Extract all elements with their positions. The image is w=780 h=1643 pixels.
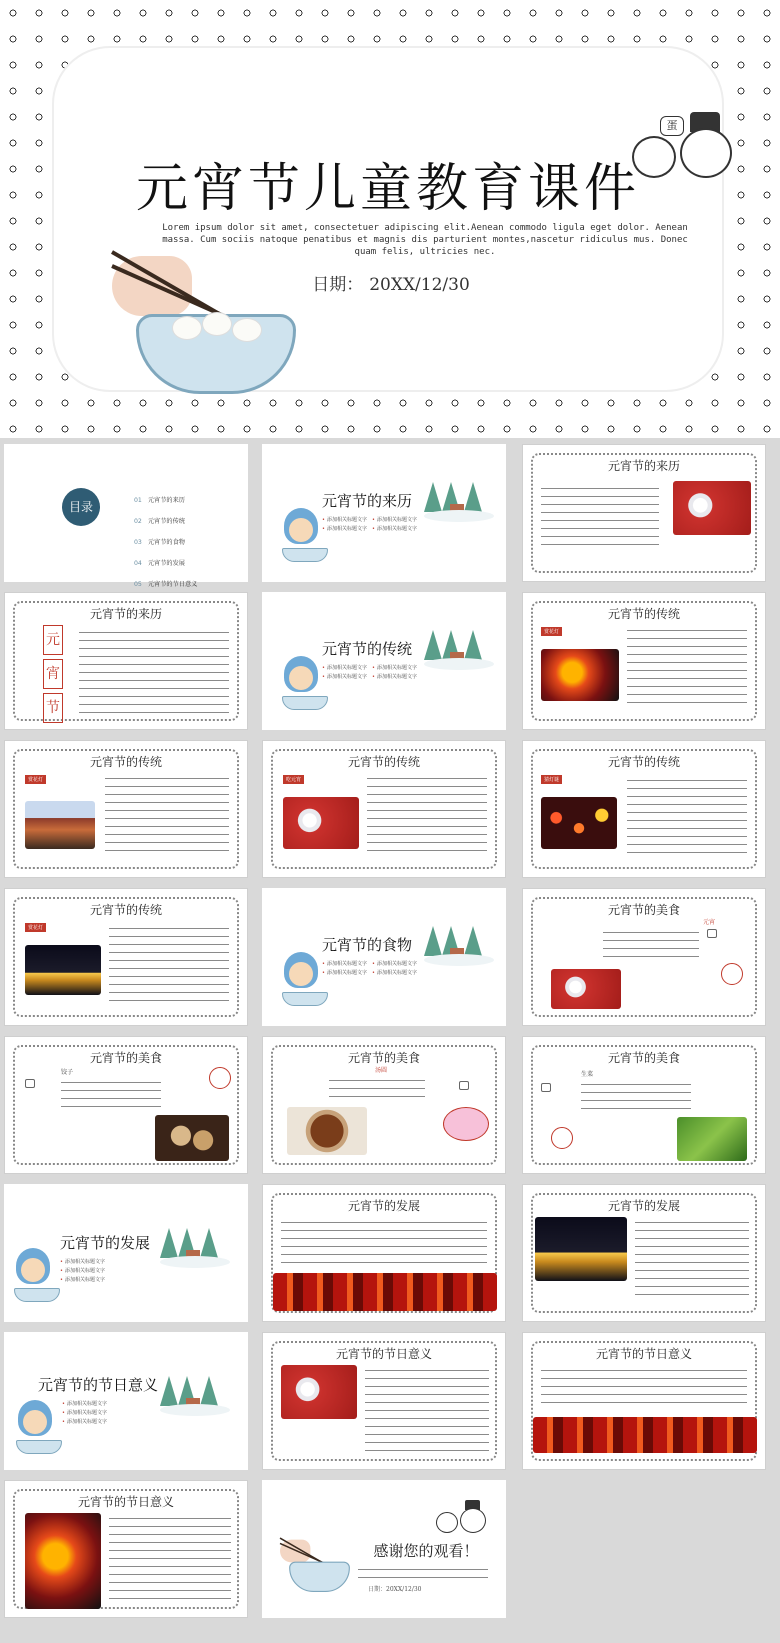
lantern-night-photo (25, 945, 101, 995)
tag-label: 赏花灯 (25, 923, 46, 932)
tag-label: 吃元宵 (283, 775, 304, 784)
content-slide (4, 888, 248, 1026)
content-slide (522, 1184, 766, 1322)
body-text (329, 1077, 425, 1103)
date-value: 20XX/12/30 (369, 275, 470, 295)
content-slide (262, 1184, 506, 1322)
tangyuan-icon (172, 316, 202, 340)
mascot-icon (721, 963, 743, 985)
food-subheading: 生菜 (581, 1071, 594, 1078)
slide-title: 元宵节的发展 (607, 1199, 680, 1213)
toc-slide (4, 444, 248, 588)
body-text (61, 1079, 161, 1111)
tangyuan-bowl-illustration (112, 236, 312, 426)
subtitle-text: Lorem ipsum dolor sit amet, consectetuer adipiscing elit.Aenean commodo ligula eget dolor. Aenean massa. Cum sociis natoque penatibus et magnis dis parturient montes,nascetur ridiculus mus. Donec quam felis, ultricies nec. (162, 223, 688, 257)
slide-title: 元宵节的节日意义 (595, 1347, 692, 1361)
content-slide (522, 888, 766, 1026)
tag-label: 赏花灯 (25, 775, 46, 784)
section-title: 元宵节的节日意义 (38, 1376, 159, 1394)
slide-title: 元宵节的来历 (89, 607, 162, 621)
id-card-icon (541, 1083, 551, 1092)
section-slide-tradition (262, 592, 506, 730)
tangyuan-icon (232, 318, 262, 342)
body-text (109, 925, 229, 1005)
boat-lantern-photo (535, 1217, 627, 1281)
snowy-trees-illustration (424, 624, 494, 670)
tangyuan-photo (283, 797, 359, 849)
slide-title: 元宵节的传统 (347, 755, 420, 769)
content-slide (4, 1036, 248, 1174)
dragon-dance-photo (541, 649, 619, 701)
vertical-char: 宵 (43, 659, 63, 689)
title-card (52, 46, 724, 392)
vertical-char: 元 (43, 625, 63, 655)
chat-icon (707, 929, 717, 938)
pink-mascot-icon (443, 1107, 489, 1141)
girl-mascot-icon (280, 952, 320, 1010)
section-bullets: • 添加相关标题文字 • 添加相关标题文字 • 添加相关标题文字 • 添加相关标题文字 (322, 665, 417, 680)
title-slide (0, 0, 780, 438)
toc-item[interactable]: 05 元宵节的节日意义 (134, 581, 198, 588)
parade-photo (25, 801, 95, 849)
section-bullets: • 添加相关标题文字 • 添加相关标题文字 • 添加相关标题文字 (60, 1259, 105, 1283)
body-text (109, 1515, 231, 1605)
section-bullets: • 添加相关标题文字 • 添加相关标题文字 • 添加相关标题文字 (62, 1401, 107, 1425)
body-text (367, 775, 487, 855)
tag-label: 猜灯谜 (541, 775, 562, 784)
body-text (627, 777, 747, 857)
body-text (581, 1081, 691, 1113)
section-title: 元宵节的来历 (322, 492, 413, 510)
content-slide (262, 1332, 506, 1470)
girl-mascot-icon (280, 656, 320, 714)
content-slide (4, 740, 248, 878)
mascot-icon (551, 1127, 573, 1149)
chat-icon (25, 1079, 35, 1088)
section-title: 元宵节的发展 (60, 1234, 151, 1252)
slide-title: 元宵节的发展 (347, 1199, 420, 1213)
building-icon (459, 1081, 469, 1090)
date-line (52, 270, 724, 295)
slide-title: 元宵节的节日意义 (335, 1347, 432, 1361)
body-text (105, 775, 229, 855)
section-slide-development (4, 1184, 248, 1322)
content-slide (262, 740, 506, 878)
toc-item[interactable]: 04 元宵节的发展 (134, 560, 185, 567)
slide-title: 元宵节的传统 (607, 755, 680, 769)
slide-title: 元宵节的来历 (607, 459, 680, 473)
mascot-icon (209, 1067, 231, 1089)
slide-title: 元宵节的节日意义 (77, 1495, 174, 1509)
section-bullets: • 添加相关标题文字 • 添加相关标题文字 • 添加相关标题文字 • 添加相关标题文字 (322, 517, 417, 532)
food-subheading: 饺子 (61, 1069, 74, 1076)
body-text (79, 629, 229, 717)
snowy-trees-illustration (424, 920, 494, 966)
tangyuan-photo (551, 969, 621, 1009)
slide-title: 元宵节的美食 (607, 1051, 680, 1065)
body-text (358, 1566, 488, 1580)
lantern-banner-photo (273, 1273, 497, 1311)
slide-title: 元宵节的美食 (89, 1051, 162, 1065)
vertical-char: 节 (43, 693, 63, 723)
snowy-trees-illustration (160, 1222, 230, 1268)
toc-list (134, 490, 197, 595)
dumpling-photo (155, 1115, 229, 1161)
slide-title: 元宵节的美食 (607, 903, 680, 917)
tangyuan-icon (202, 312, 232, 336)
tangyuan-photo (673, 481, 751, 535)
tangyuan-bowl-illustration (280, 1532, 356, 1604)
mascot-speech-bubble: 蛋 (660, 116, 684, 136)
toc-item[interactable]: 01 元宵节的来历 (134, 497, 185, 504)
food-subheading: 汤圆 (375, 1067, 388, 1074)
content-slide (522, 1332, 766, 1470)
body-text (281, 1219, 487, 1267)
body-text (365, 1367, 489, 1451)
content-slide (522, 740, 766, 878)
ending-slide (262, 1480, 506, 1618)
body-text (635, 1219, 749, 1301)
ending-date: 日期：20XX/12/30 (368, 1586, 422, 1593)
slide-title: 元宵节的传统 (607, 607, 680, 621)
toc-item[interactable]: 03 元宵节的食物 (134, 539, 185, 546)
section-slide-origin (262, 444, 506, 582)
lanterns-photo (541, 797, 617, 849)
tangyuan-mascot (426, 1498, 496, 1538)
section-title: 元宵节的传统 (322, 640, 413, 658)
food-heading: 元宵 (703, 919, 716, 926)
section-slide-meaning (4, 1332, 248, 1470)
dragon-lantern-photo (25, 1513, 101, 1609)
content-slide (522, 444, 766, 582)
slide-title: 元宵节的美食 (347, 1051, 420, 1065)
body-text (627, 627, 747, 707)
girl-mascot-icon (12, 1248, 52, 1306)
content-slide (4, 592, 248, 730)
section-slide-food (262, 888, 506, 1026)
lettuce-photo (677, 1117, 747, 1161)
content-slide (522, 1036, 766, 1174)
section-bullets: • 添加相关标题文字 • 添加相关标题文字 • 添加相关标题文字 • 添加相关标题文字 (322, 961, 417, 976)
content-slide (4, 1480, 248, 1618)
page-title: 元宵节儿童教育课件 (135, 159, 640, 219)
snowy-trees-illustration (160, 1370, 230, 1416)
snowy-trees-illustration (424, 476, 494, 522)
toc-item[interactable]: 02 元宵节的传统 (134, 518, 185, 525)
thanks-title: 感谢您的观看！ (373, 1542, 479, 1560)
tag-label: 赏花灯 (541, 627, 562, 636)
body-text (541, 485, 659, 549)
girl-mascot-icon (14, 1400, 54, 1458)
tangyuan-photo (281, 1365, 357, 1419)
body-text (541, 1367, 747, 1407)
sweet-soup-photo (287, 1107, 367, 1155)
girl-mascot-icon (280, 508, 320, 566)
content-slide (522, 592, 766, 730)
slide-title: 元宵节的传统 (89, 903, 162, 917)
content-slide (262, 1036, 506, 1174)
date-label: 日期： (312, 275, 364, 295)
slide-title: 元宵节的传统 (89, 755, 162, 769)
section-title: 元宵节的食物 (322, 936, 413, 954)
toc-badge: 目录 (62, 488, 100, 526)
body-text (603, 929, 699, 961)
lantern-banner-photo (533, 1417, 757, 1453)
